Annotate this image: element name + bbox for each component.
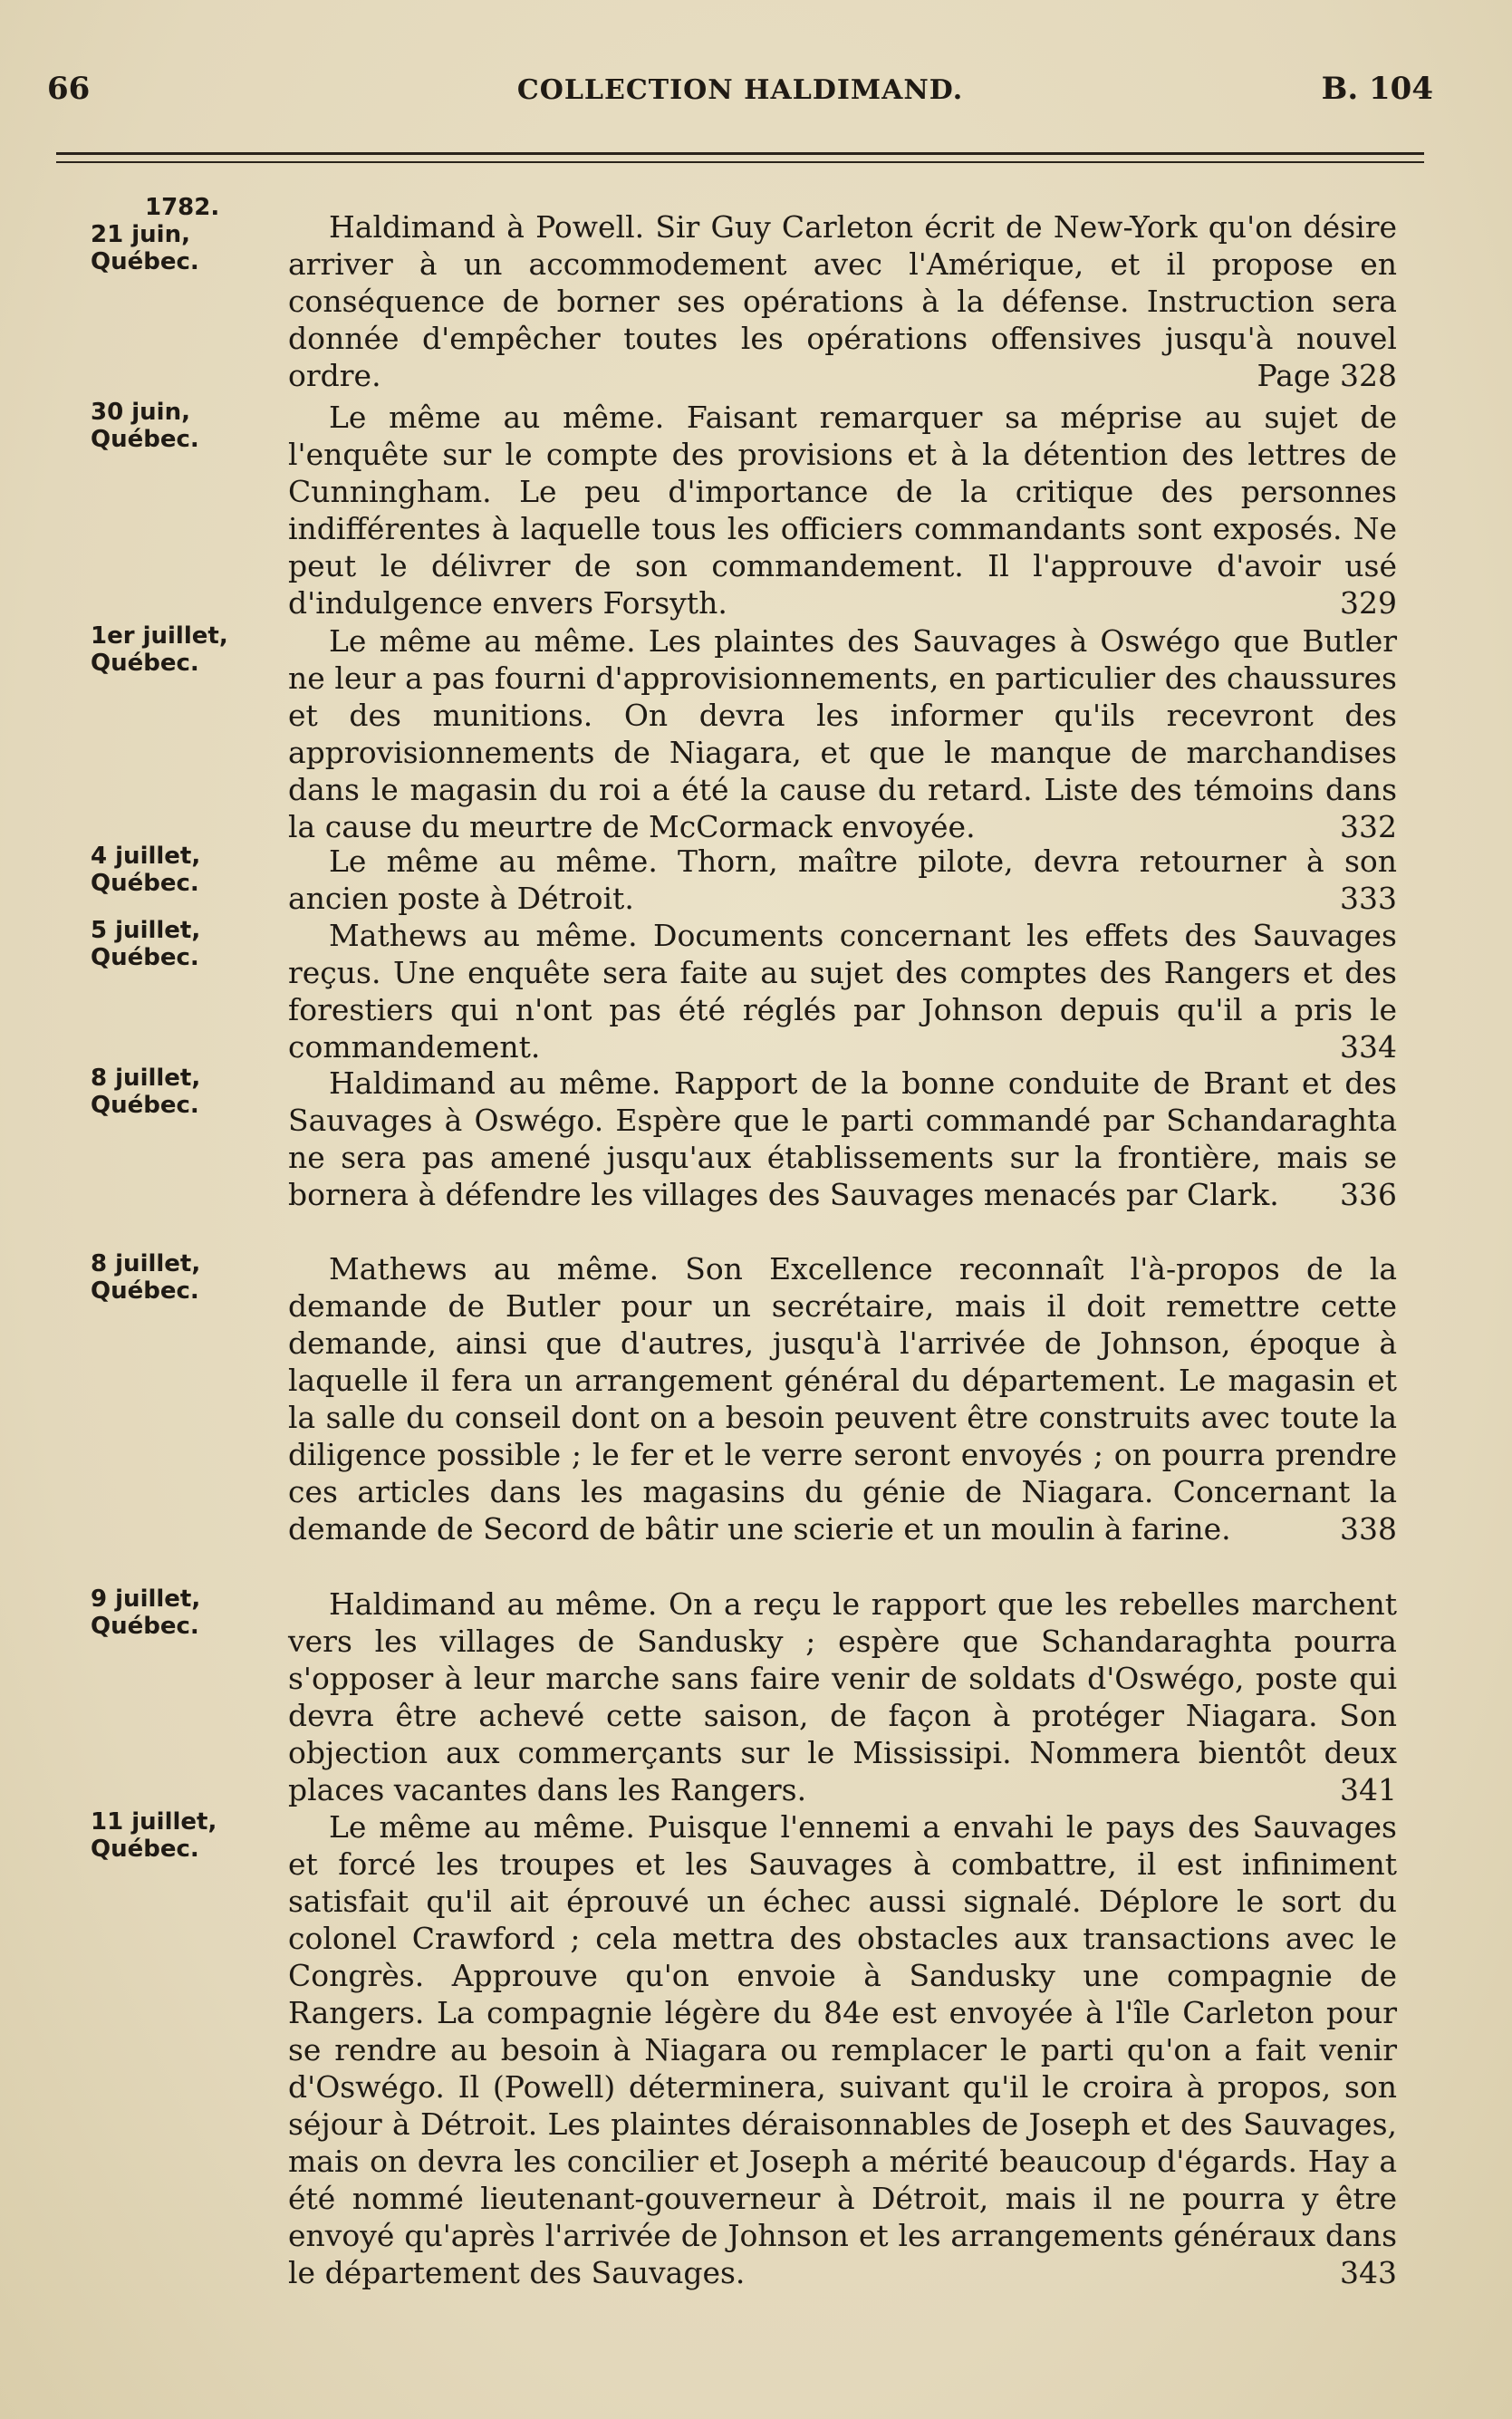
entry-text: [288, 1585, 1397, 1808]
entry-date-block: [91, 194, 281, 275]
entry-date-block: [91, 1808, 281, 1863]
entry-date-block: [91, 1250, 281, 1305]
entry-year: 1782.: [145, 194, 220, 221]
entry-place: Québec.: [91, 248, 199, 275]
entry-text: [288, 1808, 1397, 2291]
entry-date: 9 juillet,: [91, 1585, 201, 1613]
entry-summary: Haldimand au même. Rapport de la bonne conduite de Brant et des Sauvages à Oswégo. Espère que le parti commandé par Schandaraghta ne sera pas amené jusqu'aux établissements sur la frontière, mais se bornera à défendre les villages des Sauvages menacés par Clark.: [288, 1065, 1397, 1212]
volume-reference: B. 104: [1321, 71, 1433, 107]
entry-summary: Mathews au même. Son Excellence reconnaît l'à-propos de la demande de Butler pour un secrétaire, mais il doit remettre cette demande, ainsi que d'autres, jusqu'à l'arrivée de Johnson, époque à laquelle il fera un arrangement général du département. Le magasin et la salle du conseil dont on a besoin peuvent être construits avec toute la diligence possible ; le fer et le verre seront envoyés ; on pourra prendre ces articles dans les magasins du génie de Niagara. Concernant la demande de Secord de bâtir une scierie et un moulin à farine.: [288, 1251, 1397, 1547]
entry-text: [288, 399, 1397, 622]
entry-text: [288, 1250, 1397, 1547]
entry-date: 5 juillet,: [91, 917, 201, 944]
entry-page-ref: 336: [1340, 1177, 1397, 1212]
entry-text: [288, 1065, 1397, 1213]
entry-summary: Le même au même. Puisque l'ennemi a envahi le pays des Sauvages et forcé les troupes et les Sauvages à combattre, il est infiniment satisfait qu'il ait éprouvé un échec aussi signalé. Déplore le sort du colonel Crawford ; cela mettra des obstacles aux transactions avec le Congrès. Approuve qu'on envoie à Sandusky une compagnie de Rangers. La compagnie légère du 84e est envoyée à l'île Carleton pour se rendre au besoin à Niagara ou remplacer le parti qu'on a fait venir d'Oswégo. Il (Powell) déterminera, suivant qu'il le croira à propos, son séjour à Détroit. Les plaintes déraisonnables de Joseph et des Sauvages, mais on devra les concilier et Joseph a mérité beaucoup d'égards. Hay a été nommé lieutenant-gouverneur à Détroit, mais il ne pourra y être envoyé qu'après l'arrivée de Johnson et les arrangements généraux dans le département des Sauvages.: [288, 1809, 1397, 2290]
entry-text: [288, 208, 1397, 394]
entry-date-block: [91, 1585, 281, 1640]
entry-date: 4 juillet,: [91, 843, 201, 870]
entry-date: 30 juin,: [91, 399, 190, 426]
entry-place: Québec.: [91, 650, 199, 677]
entry-text: [288, 622, 1397, 845]
running-title: COLLECTION HALDIMAND.: [516, 74, 964, 106]
entry-summary: Le même au même. Faisant remarquer sa méprise au sujet de l'enquête sur le compte des provisions et à la détention des lettres de Cunningham. Le peu d'importance de la critique des personnes indifférentes à laquelle tous les officiers commandants sont exposés. Ne peut le délivrer de son commandement. Il l'approuve d'avoir usé d'indulgence envers Forsyth.: [288, 400, 1397, 621]
entry-summary: Haldimand à Powell. Sir Guy Carleton écrit de New-York qu'on désire arriver à un accommodement avec l'Amérique, et il propose en conséquence de borner ses opérations à la défense. Instruction sera donnée d'empêcher toutes les opérations offensives jusqu'à nouvel ordre.: [288, 209, 1397, 393]
entry-date: 1er juillet,: [91, 622, 228, 650]
entry-page-ref: 329: [1340, 585, 1397, 621]
entry-date: 11 juillet,: [91, 1808, 217, 1836]
entry-summary: Le même au même. Les plaintes des Sauvages à Oswégo que Butler ne leur a pas fourni d'approvisionnements, en particulier des chaussures et des munitions. On devra les informer qu'ils recevront des approvisionnements de Niagara, et que le manque de marchandises dans le magasin du roi a été la cause du retard. Liste des témoins dans la cause du meurtre de McCormack envoyée.: [288, 623, 1397, 844]
entry-place: Québec.: [91, 1277, 199, 1305]
page-number: 66: [47, 71, 91, 107]
entry-text: [288, 843, 1397, 917]
entry-date-block: [91, 1065, 281, 1119]
entry-page-ref: Page 328: [1257, 358, 1397, 393]
entry-place: Québec.: [91, 944, 199, 971]
entry-place: Québec.: [91, 426, 199, 453]
entry-date-block: [91, 622, 281, 677]
header-rule-thick: [56, 152, 1424, 155]
entry-page-ref: 338: [1340, 1511, 1397, 1547]
entry-date: 8 juillet,: [91, 1250, 201, 1277]
entry-text: [288, 917, 1397, 1065]
entry-place: Québec.: [91, 1092, 199, 1119]
entry-page-ref: 334: [1340, 1029, 1397, 1065]
entry-summary: Mathews au même. Documents concernant les effets des Sauvages reçus. Une enquête sera faite au sujet des comptes des Rangers et des forestiers qui n'ont pas été réglés par Johnson depuis qu'il a pris le commandement.: [288, 918, 1397, 1065]
entry-date: 8 juillet,: [91, 1065, 201, 1092]
entry-place: Québec.: [91, 1613, 199, 1640]
entry-page-ref: 333: [1340, 881, 1397, 916]
header-rule-thin: [56, 161, 1424, 163]
entry-page-ref: 332: [1340, 809, 1397, 844]
page-header: [47, 71, 1433, 116]
entry-summary: Haldimand au même. On a reçu le rapport que les rebelles marchent vers les villages de Sandusky ; espère que Schandaraghta pourra s'opposer à leur marche sans faire venir de soldats d'Oswégo, poste qui devra être achevé cette saison, de façon à protéger Niagara. Son objection aux commerçants sur le Mississipi. Nommera bientôt deux places vacantes dans les Rangers.: [288, 1586, 1397, 1807]
entry-date-block: [91, 917, 281, 971]
entry-date-block: [91, 843, 281, 897]
entry-summary: Le même au même. Thorn, maître pilote, devra retourner à son ancien poste à Détroit.: [288, 843, 1397, 916]
entry-page-ref: 343: [1340, 2255, 1397, 2290]
entry-place: Québec.: [91, 870, 199, 897]
entry-place: Québec.: [91, 1836, 199, 1863]
entry-date: 21 juin,: [91, 221, 190, 248]
entry-date-block: [91, 399, 281, 453]
entry-page-ref: 341: [1340, 1772, 1397, 1807]
